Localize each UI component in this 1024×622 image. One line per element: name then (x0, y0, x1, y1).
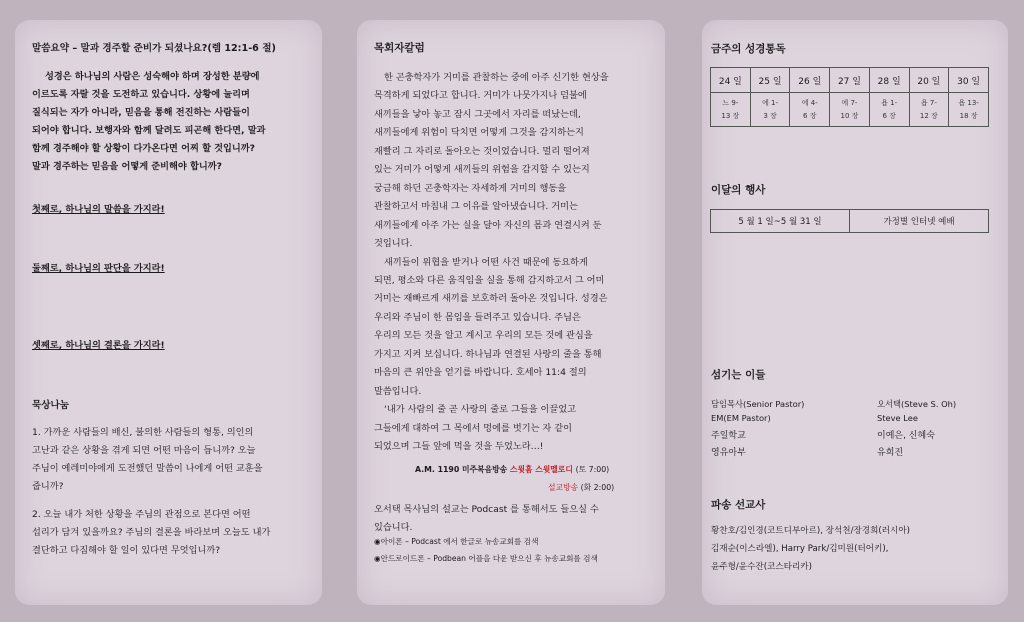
question-line: 고난과 같은 상황을 겪게 되면 어떤 마음이 듭니까? 오늘 (32, 445, 256, 456)
column-line: 새끼들에게 아주 가는 실을 달아 자신의 몸과 연결시켜 둔 (374, 219, 602, 231)
sermon-point-1: 첫째로, 하나님의 말씀을 가지라! (32, 204, 165, 215)
reading-day: 24 일 (711, 68, 751, 93)
events-table (710, 209, 989, 233)
podcast-line: 있습니다. (374, 522, 413, 533)
server-role: 주일학교 (711, 431, 746, 441)
column-line: ‘내가 사람의 줄 곧 사랑의 줄로 그들을 이끌었고 (384, 404, 576, 416)
reading-day: 27 일 (830, 68, 870, 93)
column-title: 목회자칼럼 (374, 42, 425, 54)
chapter-line: 욥 1- (881, 98, 898, 107)
column-line: 목격하게 되었다고 합니다. 거미가 나뭇가지나 덤불에 (374, 90, 587, 102)
missionaries-line: 황찬호/김인경(코트디부아르), 장석천/장경희(러시아) (711, 526, 910, 536)
column-line: 말씀입니다. (374, 385, 422, 397)
android-instruction: ◉안드로이드폰 – Podbean 어플을 다운 받으신 후 뉴송교회를 검색 (374, 554, 598, 563)
column-line: 새끼들을 낳아 놓고 잠시 그곳에서 자리를 떠났는데, (374, 108, 581, 120)
server-name: 오서택(Steve S. Oh) (877, 399, 957, 409)
broadcast-day-1: (토 7:00) (575, 465, 610, 474)
chapter-line: 18 장 (959, 111, 978, 120)
server-name: 유희진 (877, 448, 904, 458)
chapter-line: 10 장 (840, 111, 859, 120)
sermon-title: 말씀요약 – 말과 경주할 준비가 되셨나요?(렘 12:1-6 절) (32, 43, 276, 54)
question-line: 2. 오늘 내가 처한 상황을 주님의 관점으로 본다면 어떤 (32, 509, 251, 520)
reading-chapters (909, 93, 949, 127)
question-line: 섭리가 담겨 있을까요? 주님의 결론을 바라보며 오늘도 내가 (32, 527, 271, 538)
column-line: 있는 거미가 어떻게 새끼들의 위험을 감지할 수 있는지 (374, 164, 590, 176)
reading-day: 30 일 (949, 68, 989, 93)
reading-chapters (869, 93, 909, 127)
chapter-line: 6 장 (882, 111, 896, 120)
event-date: 5 월 1 일~5 월 31 일 (711, 210, 850, 233)
summary-line: 성경은 하나님의 사람은 성숙해야 하며 장성한 분량에 (45, 71, 260, 82)
missionaries-line: 김재순(이스라엘), Harry Park/김미원(터어키), (711, 544, 889, 554)
column-line: 마음의 큰 위안을 얻기를 바랍니다. 호세아 11:4 절의 (374, 367, 587, 379)
server-name: Steve Lee (877, 413, 918, 423)
servers-title: 섬기는 이들 (711, 369, 766, 381)
broadcast-sermon: 설교방송 (548, 483, 579, 492)
missionaries-line: 윤주형/윤수잔(코스타리카) (711, 562, 812, 572)
summary-line: 함께 경주해야 할 상황이 다가온다면 어찌 할 것입니까? (32, 143, 255, 154)
summary-line: 말과 경주하는 믿음을 어떻게 준비해야 합니까? (32, 161, 222, 172)
column-line: 그들에게 대하여 그 목에서 멍에를 벗기는 자 같이 (374, 422, 572, 434)
chapter-line: 13 장 (721, 111, 740, 120)
chapter-line: 에 1- (762, 98, 779, 107)
question-line: 결단하고 다짐해야 할 일이 있다면 무엇입니까? (32, 545, 221, 556)
column-line: 우리와 주님이 한 몸임을 들려주고 있습니다. 주님은 (374, 311, 581, 323)
question-line: 주님이 예레미야에게 도전했던 말씀이 나에게 어떤 교훈을 (32, 463, 263, 474)
column-line: 새끼들에게 위험이 닥치면 어떻게 그것을 감지하는지 (374, 127, 584, 139)
summary-line: 질식되는 자가 아니라, 믿음을 통해 전진하는 사람들이 (32, 107, 250, 118)
middle-panel (357, 20, 665, 605)
chapter-line: 느 9- (722, 98, 739, 107)
reading-day: 25 일 (750, 68, 790, 93)
sermon-point-3: 셋째로, 하나님의 결론을 가지라! (32, 340, 165, 351)
column-line: 재빨리 그 자리로 돌아오는 것이었습니다. 멀리 떨어져 (374, 145, 590, 157)
chapter-line: 12 장 (919, 111, 938, 120)
reading-day: 26 일 (790, 68, 830, 93)
server-role: 담임목사(Senior Pastor) (711, 399, 805, 409)
broadcast-line-2 (548, 482, 614, 493)
left-panel (15, 20, 322, 605)
podcast-line: 오서택 목사님의 설교는 Podcast 를 통해서도 들으실 수 (374, 504, 599, 515)
reading-day: 20 일 (909, 68, 949, 93)
summary-line: 이르도록 자랄 것을 도전하고 있습니다. 상황에 눌리며 (32, 89, 250, 100)
question-line: 줍니까? (32, 481, 64, 492)
reading-table (710, 67, 989, 127)
column-line: 가지고 지켜 보십니다. 하나님과 연결된 사랑의 줄을 통해 (374, 348, 602, 360)
server-role: EM(EM Pastor) (711, 413, 771, 423)
meditation-title: 묵상나눔 (32, 400, 70, 411)
missionaries-title: 파송 선교사 (711, 499, 766, 511)
chapter-line: 에 4- (801, 98, 818, 107)
chapter-line: 6 장 (803, 111, 817, 120)
reading-title: 금주의 성경통독 (711, 43, 786, 55)
sermon-point-2: 둘째로, 하나님의 판단을 가지라! (32, 263, 165, 274)
reading-chapters (790, 93, 830, 127)
chapter-line: 에 7- (841, 98, 858, 107)
column-line: 되면, 평소와 다른 움직임을 실을 통해 감지하고서 그 어미 (374, 274, 605, 286)
chapter-line: 욥 7- (920, 98, 937, 107)
reading-chapters (830, 93, 870, 127)
reading-chapters (750, 93, 790, 127)
right-panel (702, 20, 1008, 605)
broadcast-station: A.M. 1190 미주복음방송 (415, 465, 508, 474)
column-line: 되었으며 그들 앞에 먹을 것을 두었노라…! (374, 441, 544, 452)
chapter-line: 3 장 (763, 111, 777, 120)
reading-chapters (711, 93, 751, 127)
reading-chapters (949, 93, 989, 127)
column-line: 새끼들이 위협을 받거나 어떤 사건 때문에 동요하게 (384, 256, 588, 268)
column-line: 우리의 모든 것을 알고 계시고 우리의 모든 것에 관심을 (374, 330, 593, 342)
server-name: 이예은, 신혜숙 (877, 431, 935, 441)
server-role: 영유아부 (711, 448, 746, 458)
broadcast-program: 스윗홈 스윗멜로디 (509, 465, 573, 474)
event-name: 가정별 인터넷 예배 (850, 210, 989, 233)
column-line: 궁금해 하던 곤충학자는 자세하게 거미의 행동을 (374, 182, 567, 194)
iphone-instruction: ◉아이폰 – Podcast 에서 한글로 뉴송교회를 검색 (374, 537, 539, 546)
column-line: 거미는 재빠르게 새끼를 보호하러 돌아온 것입니다. 성경은 (374, 293, 608, 305)
reading-day: 28 일 (869, 68, 909, 93)
column-line: 관찰하고서 마침내 그 이유를 알아냈습니다. 거미는 (374, 201, 578, 213)
broadcast-line (415, 464, 609, 475)
events-title: 이달의 행사 (711, 184, 766, 196)
summary-line: 되어야 합니다. 보행자와 함께 달려도 피곤해 한다면, 말과 (32, 125, 266, 136)
chapter-line: 욥 13- (958, 98, 979, 107)
column-line: 것입니다. (374, 238, 413, 250)
broadcast-day-2: (화 2:00) (580, 483, 615, 492)
question-line: 1. 가까운 사람들의 배신, 불의한 사람들의 형통, 의인의 (32, 427, 254, 438)
column-line: 한 곤충학자가 거미를 관찰하는 중에 아주 신기한 현상을 (384, 72, 609, 83)
